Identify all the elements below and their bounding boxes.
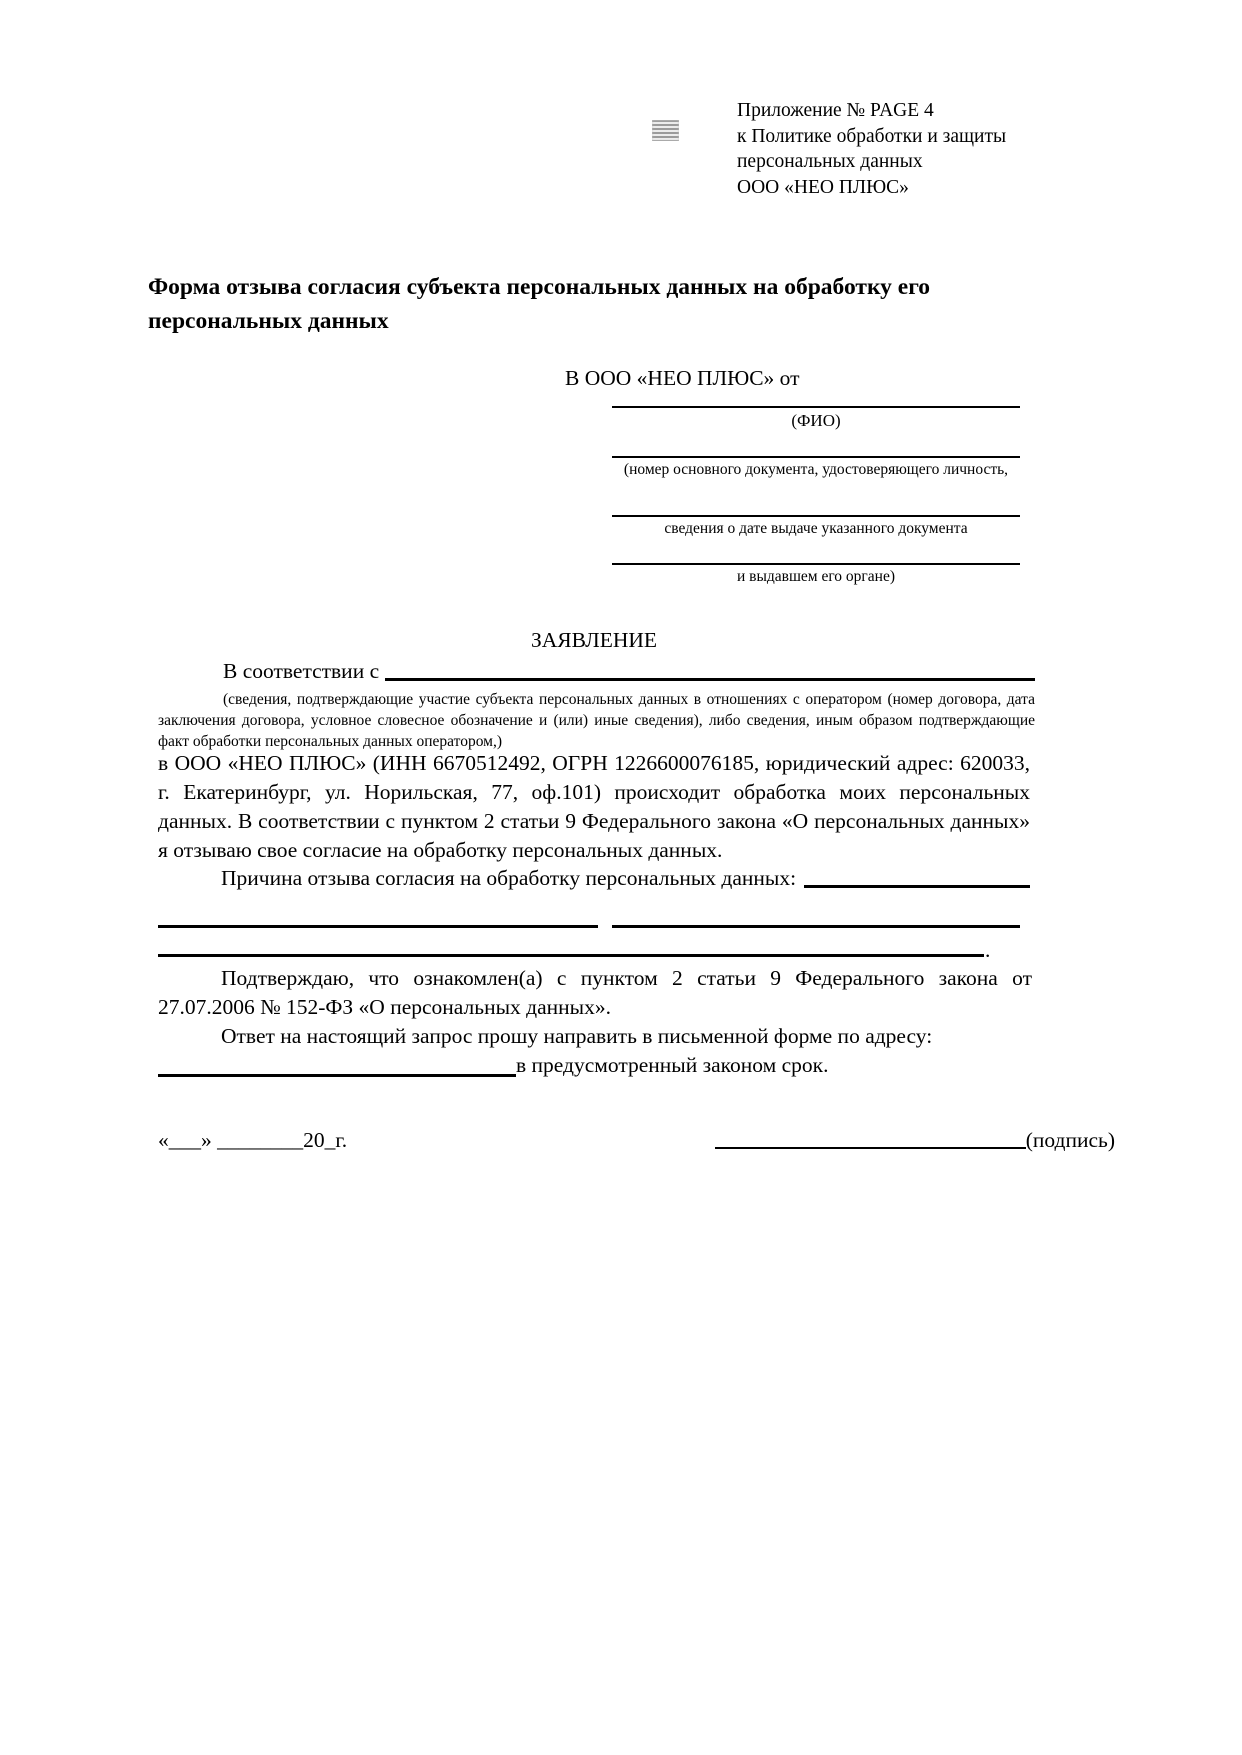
fio-field — [612, 406, 1020, 431]
reason-blank-line — [804, 884, 1030, 888]
statement-body: в ООО «НЕО ПЛЮС» (ИНН 6670512492, ОГРН 1226600076185, юридический адрес: 620033, г. Екатеринбург, ул. Норильская, 77, оф.101) происходит обработка моих персональных данных. В соответствии с пунктом 2 статьи 9 Федерального закона «О персональных данных» я отзываю свое согласие на обработку персональных данных. — [158, 751, 1030, 862]
small-print-text: (сведения, подтверждающие участие субъекта персональных данных в отношениях с оператором (номер договора, дата заключения договора, условное словесное обозначение и (или) иные сведения), либо сведения, иным образом подтверждающие факт обработки персональных данных оператором,) — [158, 691, 1035, 750]
reason-blank-line — [612, 925, 1020, 928]
lead-in-row — [158, 659, 1035, 684]
issue-date-caption: сведения о дате выдаче указанного документа — [664, 520, 968, 537]
field-code-artifact-icon — [652, 120, 679, 141]
issuing-authority-caption: и выдавшем его органе) — [736, 568, 896, 585]
blank-line-period: . — [985, 938, 991, 962]
appendix-header-line: к Политике обработки и защиты — [737, 125, 1007, 147]
reply-suffix-text: в предусмотренный законом срок. — [516, 1053, 829, 1077]
small-print-note — [158, 689, 1035, 752]
statement-heading: ЗАЯВЛЕНИЕ — [530, 628, 658, 652]
reply-address-row — [158, 1051, 1032, 1080]
fio-caption: (ФИО) — [791, 411, 841, 430]
appendix-header-block — [737, 98, 1006, 200]
document-number-caption: (номер основного документа, удостоверяющего личность, — [623, 461, 1009, 478]
appendix-header-line: Приложение № PAGE 4 — [737, 100, 934, 121]
addressee-line: В ООО «НЕО ПЛЮС» от — [565, 366, 800, 390]
document-number-field — [612, 456, 1020, 479]
date-line: «___» ________20_г. — [158, 1128, 348, 1152]
lower-paragraphs — [158, 964, 1032, 1080]
reply-request-paragraph: Ответ на настоящий запрос прошу направить в письменной форме по адресу: — [221, 1024, 933, 1048]
confirmation-paragraph: Подтверждаю, что ознакомлен(а) с пунктом 2 статьи 9 Федерального закона от 27.07.2006 № 152-ФЗ «О персональных данных». — [158, 966, 1032, 1019]
reason-blank-line — [158, 954, 984, 957]
reason-blank-line — [158, 925, 598, 928]
reason-row — [158, 866, 1030, 891]
appendix-header-line: ООО «НЕО ПЛЮС» — [737, 176, 909, 198]
basis-blank-line — [385, 677, 1035, 681]
signature-caption: (подпись) — [1025, 1128, 1115, 1152]
form-title: Форма отзыва согласия субъекта персональных данных на обработку его персональных данных — [148, 274, 931, 334]
appendix-header-line: персональных данных — [737, 151, 923, 172]
issue-date-field — [612, 515, 1020, 538]
signature-blank-line — [715, 1147, 1026, 1149]
address-blank-line — [158, 1074, 516, 1077]
issuing-authority-field — [612, 563, 1020, 586]
date-signature-row — [158, 1128, 1115, 1153]
lead-in-text: В соответствии с — [223, 659, 380, 683]
reason-label: Причина отзыва согласия на обработку персональных данных: — [221, 866, 797, 890]
